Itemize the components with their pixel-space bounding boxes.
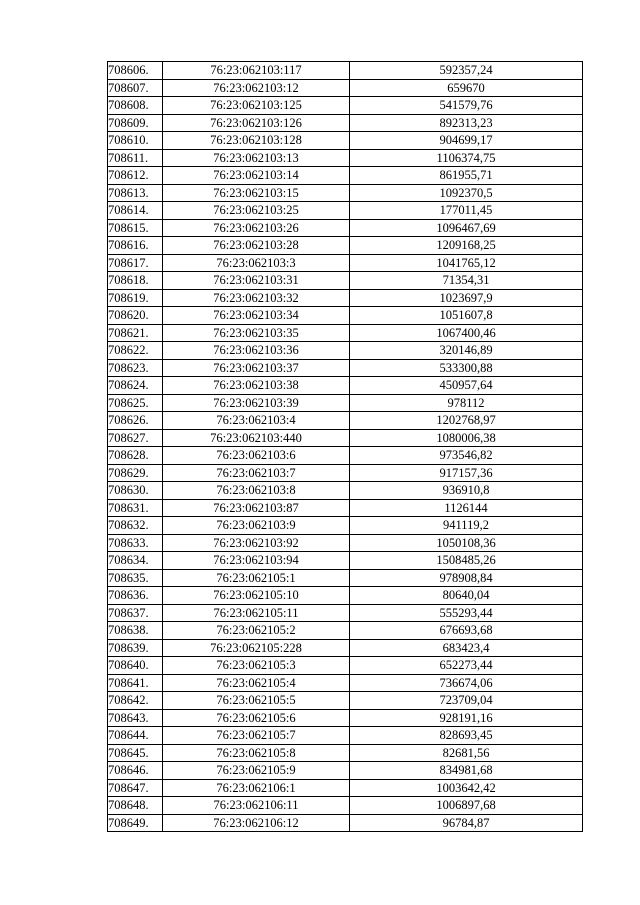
cadastral-value-cell: 80640,04 — [350, 587, 583, 605]
cadastral-value-cell: 861955,71 — [350, 167, 583, 185]
cadastral-value-cell: 1006897,68 — [350, 797, 583, 815]
row-number-cell: 708630. — [108, 482, 163, 500]
cadastral-value-cell: 1023697,9 — [350, 289, 583, 307]
cadastral-value-cell: 978112 — [350, 394, 583, 412]
row-number-cell: 708609. — [108, 114, 163, 132]
cadastral-value-cell: 834981,68 — [350, 762, 583, 780]
cadastral-number-cell: 76:23:062103:117 — [163, 62, 350, 80]
table-row — [108, 674, 583, 692]
cadastral-value-cell: 978908,84 — [350, 569, 583, 587]
cadastral-number-cell: 76:23:062103:6 — [163, 447, 350, 465]
row-number-cell: 708635. — [108, 569, 163, 587]
cadastral-value-cell: 892313,23 — [350, 114, 583, 132]
cadastral-value-cell: 1209168,25 — [350, 237, 583, 255]
row-number-cell: 708639. — [108, 639, 163, 657]
row-number-cell: 708637. — [108, 604, 163, 622]
row-number-cell: 708642. — [108, 692, 163, 710]
row-number-cell: 708649. — [108, 814, 163, 832]
cadastral-value-cell: 1041765,12 — [350, 254, 583, 272]
cadastral-number-cell: 76:23:062103:92 — [163, 534, 350, 552]
row-number-cell: 708636. — [108, 587, 163, 605]
table-row — [108, 657, 583, 675]
row-number-cell: 708613. — [108, 184, 163, 202]
row-number-cell: 708633. — [108, 534, 163, 552]
table-row — [108, 429, 583, 447]
row-number-cell: 708608. — [108, 97, 163, 115]
cadastral-number-cell: 76:23:062103:94 — [163, 552, 350, 570]
table-row — [108, 727, 583, 745]
table-row — [108, 79, 583, 97]
cadastral-number-cell: 76:23:062106:12 — [163, 814, 350, 832]
cadastral-number-cell: 76:23:062103:38 — [163, 377, 350, 395]
row-number-cell: 708646. — [108, 762, 163, 780]
row-number-cell: 708624. — [108, 377, 163, 395]
cadastral-value-cell: 1126144 — [350, 499, 583, 517]
cadastral-number-cell: 76:23:062105:6 — [163, 709, 350, 727]
cadastral-value-table — [107, 61, 583, 832]
table-row — [108, 482, 583, 500]
row-number-cell: 708648. — [108, 797, 163, 815]
cadastral-number-cell: 76:23:062106:11 — [163, 797, 350, 815]
cadastral-number-cell: 76:23:062105:8 — [163, 744, 350, 762]
table-row — [108, 394, 583, 412]
cadastral-number-cell: 76:23:062103:34 — [163, 307, 350, 325]
row-number-cell: 708614. — [108, 202, 163, 220]
cadastral-value-cell: 450957,64 — [350, 377, 583, 395]
table-row — [108, 604, 583, 622]
cadastral-value-cell: 96784,87 — [350, 814, 583, 832]
row-number-cell: 708647. — [108, 779, 163, 797]
cadastral-value-cell: 928191,16 — [350, 709, 583, 727]
table-row — [108, 254, 583, 272]
cadastral-value-cell: 652273,44 — [350, 657, 583, 675]
table-row — [108, 202, 583, 220]
table-row — [108, 359, 583, 377]
cadastral-number-cell: 76:23:062103:15 — [163, 184, 350, 202]
table-body — [108, 62, 583, 832]
cadastral-number-cell: 76:23:062103:126 — [163, 114, 350, 132]
cadastral-number-cell: 76:23:062103:32 — [163, 289, 350, 307]
cadastral-value-cell: 1202768,97 — [350, 412, 583, 430]
row-number-cell: 708634. — [108, 552, 163, 570]
cadastral-number-cell: 76:23:062105:9 — [163, 762, 350, 780]
table-row — [108, 447, 583, 465]
cadastral-number-cell: 76:23:062103:12 — [163, 79, 350, 97]
row-number-cell: 708622. — [108, 342, 163, 360]
row-number-cell: 708623. — [108, 359, 163, 377]
cadastral-value-cell: 936910,8 — [350, 482, 583, 500]
cadastral-value-cell: 1080006,38 — [350, 429, 583, 447]
table-row — [108, 814, 583, 832]
row-number-cell: 708643. — [108, 709, 163, 727]
table-row — [108, 692, 583, 710]
table-row — [108, 62, 583, 80]
cadastral-value-cell: 592357,24 — [350, 62, 583, 80]
cadastral-number-cell: 76:23:062103:4 — [163, 412, 350, 430]
row-number-cell: 708612. — [108, 167, 163, 185]
cadastral-value-cell: 1096467,69 — [350, 219, 583, 237]
cadastral-value-cell: 659670 — [350, 79, 583, 97]
cadastral-value-cell: 676693,68 — [350, 622, 583, 640]
row-number-cell: 708625. — [108, 394, 163, 412]
row-number-cell: 708618. — [108, 272, 163, 290]
table-row — [108, 797, 583, 815]
cadastral-number-cell: 76:23:062103:440 — [163, 429, 350, 447]
row-number-cell: 708641. — [108, 674, 163, 692]
cadastral-number-cell: 76:23:062105:3 — [163, 657, 350, 675]
table-row — [108, 587, 583, 605]
table-row — [108, 289, 583, 307]
row-number-cell: 708626. — [108, 412, 163, 430]
cadastral-number-cell: 76:23:062105:4 — [163, 674, 350, 692]
table-row — [108, 779, 583, 797]
cadastral-value-cell: 1003642,42 — [350, 779, 583, 797]
cadastral-number-cell: 76:23:062103:28 — [163, 237, 350, 255]
cadastral-number-cell: 76:23:062105:2 — [163, 622, 350, 640]
cadastral-number-cell: 76:23:062105:5 — [163, 692, 350, 710]
cadastral-number-cell: 76:23:062103:36 — [163, 342, 350, 360]
row-number-cell: 708644. — [108, 727, 163, 745]
cadastral-value-cell: 533300,88 — [350, 359, 583, 377]
table-row — [108, 272, 583, 290]
table-row — [108, 517, 583, 535]
table-row — [108, 709, 583, 727]
cadastral-number-cell: 76:23:062103:14 — [163, 167, 350, 185]
cadastral-number-cell: 76:23:062103:35 — [163, 324, 350, 342]
cadastral-value-cell: 177011,45 — [350, 202, 583, 220]
table-row — [108, 114, 583, 132]
row-number-cell: 708616. — [108, 237, 163, 255]
cadastral-value-cell: 973546,82 — [350, 447, 583, 465]
table-row — [108, 149, 583, 167]
table-row — [108, 464, 583, 482]
cadastral-number-cell: 76:23:062103:31 — [163, 272, 350, 290]
table-row — [108, 237, 583, 255]
cadastral-value-cell: 723709,04 — [350, 692, 583, 710]
cadastral-value-cell: 555293,44 — [350, 604, 583, 622]
cadastral-value-cell: 917157,36 — [350, 464, 583, 482]
row-number-cell: 708645. — [108, 744, 163, 762]
table-row — [108, 342, 583, 360]
table-row — [108, 569, 583, 587]
row-number-cell: 708631. — [108, 499, 163, 517]
row-number-cell: 708629. — [108, 464, 163, 482]
table-row — [108, 97, 583, 115]
table-row — [108, 499, 583, 517]
cadastral-number-cell: 76:23:062105:11 — [163, 604, 350, 622]
cadastral-value-cell: 683423,4 — [350, 639, 583, 657]
table-row — [108, 534, 583, 552]
row-number-cell: 708619. — [108, 289, 163, 307]
cadastral-number-cell: 76:23:062105:228 — [163, 639, 350, 657]
cadastral-value-cell: 71354,31 — [350, 272, 583, 290]
row-number-cell: 708638. — [108, 622, 163, 640]
table-row — [108, 132, 583, 150]
row-number-cell: 708627. — [108, 429, 163, 447]
table-row — [108, 307, 583, 325]
cadastral-value-cell: 541579,76 — [350, 97, 583, 115]
table-row — [108, 639, 583, 657]
row-number-cell: 708607. — [108, 79, 163, 97]
row-number-cell: 708621. — [108, 324, 163, 342]
table-row — [108, 762, 583, 780]
row-number-cell: 708606. — [108, 62, 163, 80]
cadastral-number-cell: 76:23:062103:125 — [163, 97, 350, 115]
cadastral-number-cell: 76:23:062103:8 — [163, 482, 350, 500]
cadastral-value-cell: 941119,2 — [350, 517, 583, 535]
table-row — [108, 412, 583, 430]
table-row — [108, 622, 583, 640]
row-number-cell: 708628. — [108, 447, 163, 465]
row-number-cell: 708617. — [108, 254, 163, 272]
cadastral-number-cell: 76:23:062103:26 — [163, 219, 350, 237]
cadastral-number-cell: 76:23:062103:9 — [163, 517, 350, 535]
table-row — [108, 167, 583, 185]
cadastral-value-cell: 1092370,5 — [350, 184, 583, 202]
cadastral-number-cell: 76:23:062106:1 — [163, 779, 350, 797]
cadastral-value-cell: 1508485,26 — [350, 552, 583, 570]
row-number-cell: 708611. — [108, 149, 163, 167]
cadastral-value-cell: 1051607,8 — [350, 307, 583, 325]
cadastral-number-cell: 76:23:062103:128 — [163, 132, 350, 150]
row-number-cell: 708610. — [108, 132, 163, 150]
table-row — [108, 184, 583, 202]
cadastral-number-cell: 76:23:062103:7 — [163, 464, 350, 482]
table-row — [108, 219, 583, 237]
table-row — [108, 377, 583, 395]
row-number-cell: 708615. — [108, 219, 163, 237]
cadastral-value-cell: 904699,17 — [350, 132, 583, 150]
cadastral-number-cell: 76:23:062105:7 — [163, 727, 350, 745]
cadastral-number-cell: 76:23:062103:37 — [163, 359, 350, 377]
row-number-cell: 708620. — [108, 307, 163, 325]
cadastral-number-cell: 76:23:062103:39 — [163, 394, 350, 412]
cadastral-value-cell: 736674,06 — [350, 674, 583, 692]
cadastral-number-cell: 76:23:062105:1 — [163, 569, 350, 587]
cadastral-value-cell: 320146,89 — [350, 342, 583, 360]
cadastral-number-cell: 76:23:062103:3 — [163, 254, 350, 272]
table-row — [108, 744, 583, 762]
cadastral-number-cell: 76:23:062103:87 — [163, 499, 350, 517]
row-number-cell: 708640. — [108, 657, 163, 675]
row-number-cell: 708632. — [108, 517, 163, 535]
cadastral-number-cell: 76:23:062103:25 — [163, 202, 350, 220]
cadastral-number-cell: 76:23:062105:10 — [163, 587, 350, 605]
cadastral-value-cell: 828693,45 — [350, 727, 583, 745]
table-row — [108, 552, 583, 570]
cadastral-value-cell: 1050108,36 — [350, 534, 583, 552]
cadastral-number-cell: 76:23:062103:13 — [163, 149, 350, 167]
table-row — [108, 324, 583, 342]
cadastral-value-cell: 1106374,75 — [350, 149, 583, 167]
cadastral-value-cell: 1067400,46 — [350, 324, 583, 342]
cadastral-value-cell: 82681,56 — [350, 744, 583, 762]
